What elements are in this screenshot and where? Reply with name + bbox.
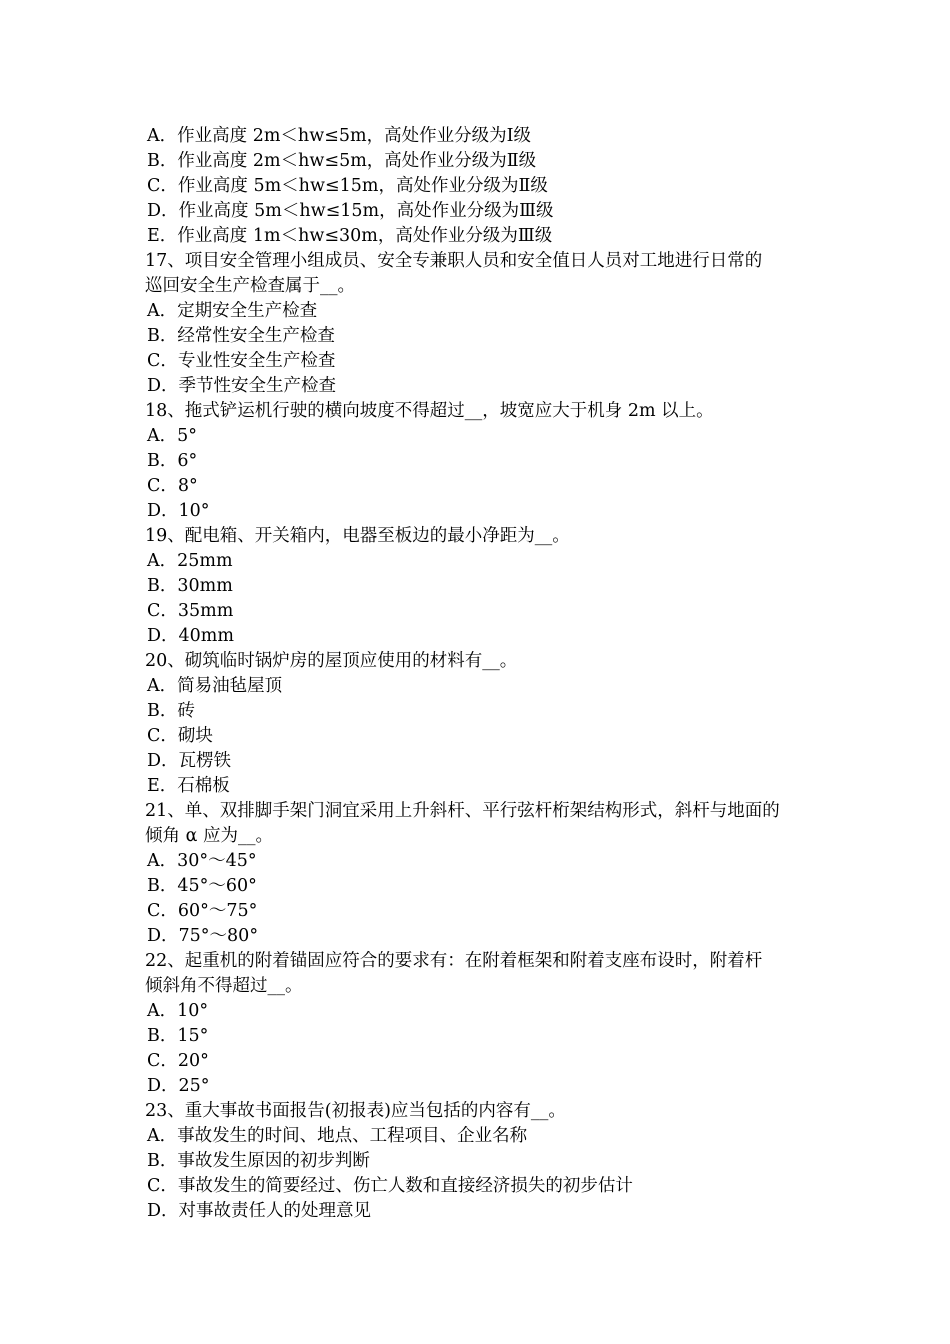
answer-option: B．作业高度 2m＜hw≤5m，高处作业分级为Ⅱ级	[147, 151, 537, 171]
question-text: 倾角 α 应为__。	[145, 826, 273, 846]
answer-option: C．作业高度 5m＜hw≤15m，高处作业分级为Ⅱ级	[147, 176, 548, 196]
answer-option: B．15°	[147, 1026, 209, 1046]
answer-option: B．30mm	[147, 576, 233, 596]
question-text: 20、砌筑临时锅炉房的屋顶应使用的材料有__。	[145, 651, 518, 671]
answer-option: D．25°	[147, 1076, 210, 1096]
answer-option: C．20°	[147, 1051, 209, 1071]
question-text: 23、重大事故书面报告(初报表)应当包括的内容有__。	[145, 1101, 566, 1121]
answer-option: D．作业高度 5m＜hw≤15m，高处作业分级为Ⅲ级	[147, 201, 554, 221]
answer-option: C．专业性安全生产检查	[147, 351, 336, 371]
answer-option: D．40mm	[147, 626, 234, 646]
answer-option: A．简易油毡屋顶	[147, 676, 283, 696]
answer-option: A．30°～45°	[147, 851, 257, 871]
answer-option: A．定期安全生产检查	[147, 301, 318, 321]
answer-option: D．季节性安全生产检查	[147, 376, 337, 396]
answer-option: B．经常性安全生产检查	[147, 326, 335, 346]
answer-option: E．作业高度 1m＜hw≤30m，高处作业分级为Ⅲ级	[147, 226, 553, 246]
answer-option: E．石棉板	[147, 776, 230, 796]
answer-option: C．砌块	[147, 726, 213, 746]
question-text: 倾斜角不得超过__。	[145, 976, 303, 996]
answer-option: B．45°～60°	[147, 876, 257, 896]
question-text: 21、单、双排脚手架门洞宜采用上升斜杆、平行弦杆桁架结构形式，斜杆与地面的	[145, 801, 780, 821]
answer-option: C．事故发生的简要经过、伤亡人数和直接经济损失的初步估计	[147, 1176, 633, 1196]
answer-option: A．10°	[147, 1001, 209, 1021]
answer-option: B．砖	[147, 701, 195, 721]
question-text: 17、项目安全管理小组成员、安全专兼职人员和安全值日人员对工地进行日常的	[145, 251, 763, 271]
answer-option: D．10°	[147, 501, 210, 521]
answer-option: A．25mm	[147, 551, 233, 571]
answer-option: C．60°～75°	[147, 901, 258, 921]
answer-option: B．事故发生原因的初步判断	[147, 1151, 370, 1171]
question-text: 18、拖式铲运机行驶的横向坡度不得超过__，坡宽应大于机身 2m 以上。	[145, 401, 714, 421]
answer-option: A．5°	[147, 426, 198, 446]
answer-option: D．瓦楞铁	[147, 751, 232, 771]
document-content	[145, 124, 815, 1224]
answer-option: A．作业高度 2m＜hw≤5m，高处作业分级为Ⅰ级	[147, 126, 531, 146]
answer-option: A．事故发生的时间、地点、工程项目、企业名称	[147, 1126, 528, 1146]
answer-option: D．对事故责任人的处理意见	[147, 1201, 372, 1221]
answer-option: D．75°～80°	[147, 926, 259, 946]
question-text: 19、配电箱、开关箱内，电器至板边的最小净距为__。	[145, 526, 570, 546]
answer-option: C．8°	[147, 476, 198, 496]
question-text: 巡回安全生产检查属于__。	[145, 276, 355, 296]
question-text: 22、起重机的附着锚固应符合的要求有：在附着框架和附着支座布设时，附着杆	[145, 951, 763, 971]
answer-option: C．35mm	[147, 601, 234, 621]
answer-option: B．6°	[147, 451, 198, 471]
